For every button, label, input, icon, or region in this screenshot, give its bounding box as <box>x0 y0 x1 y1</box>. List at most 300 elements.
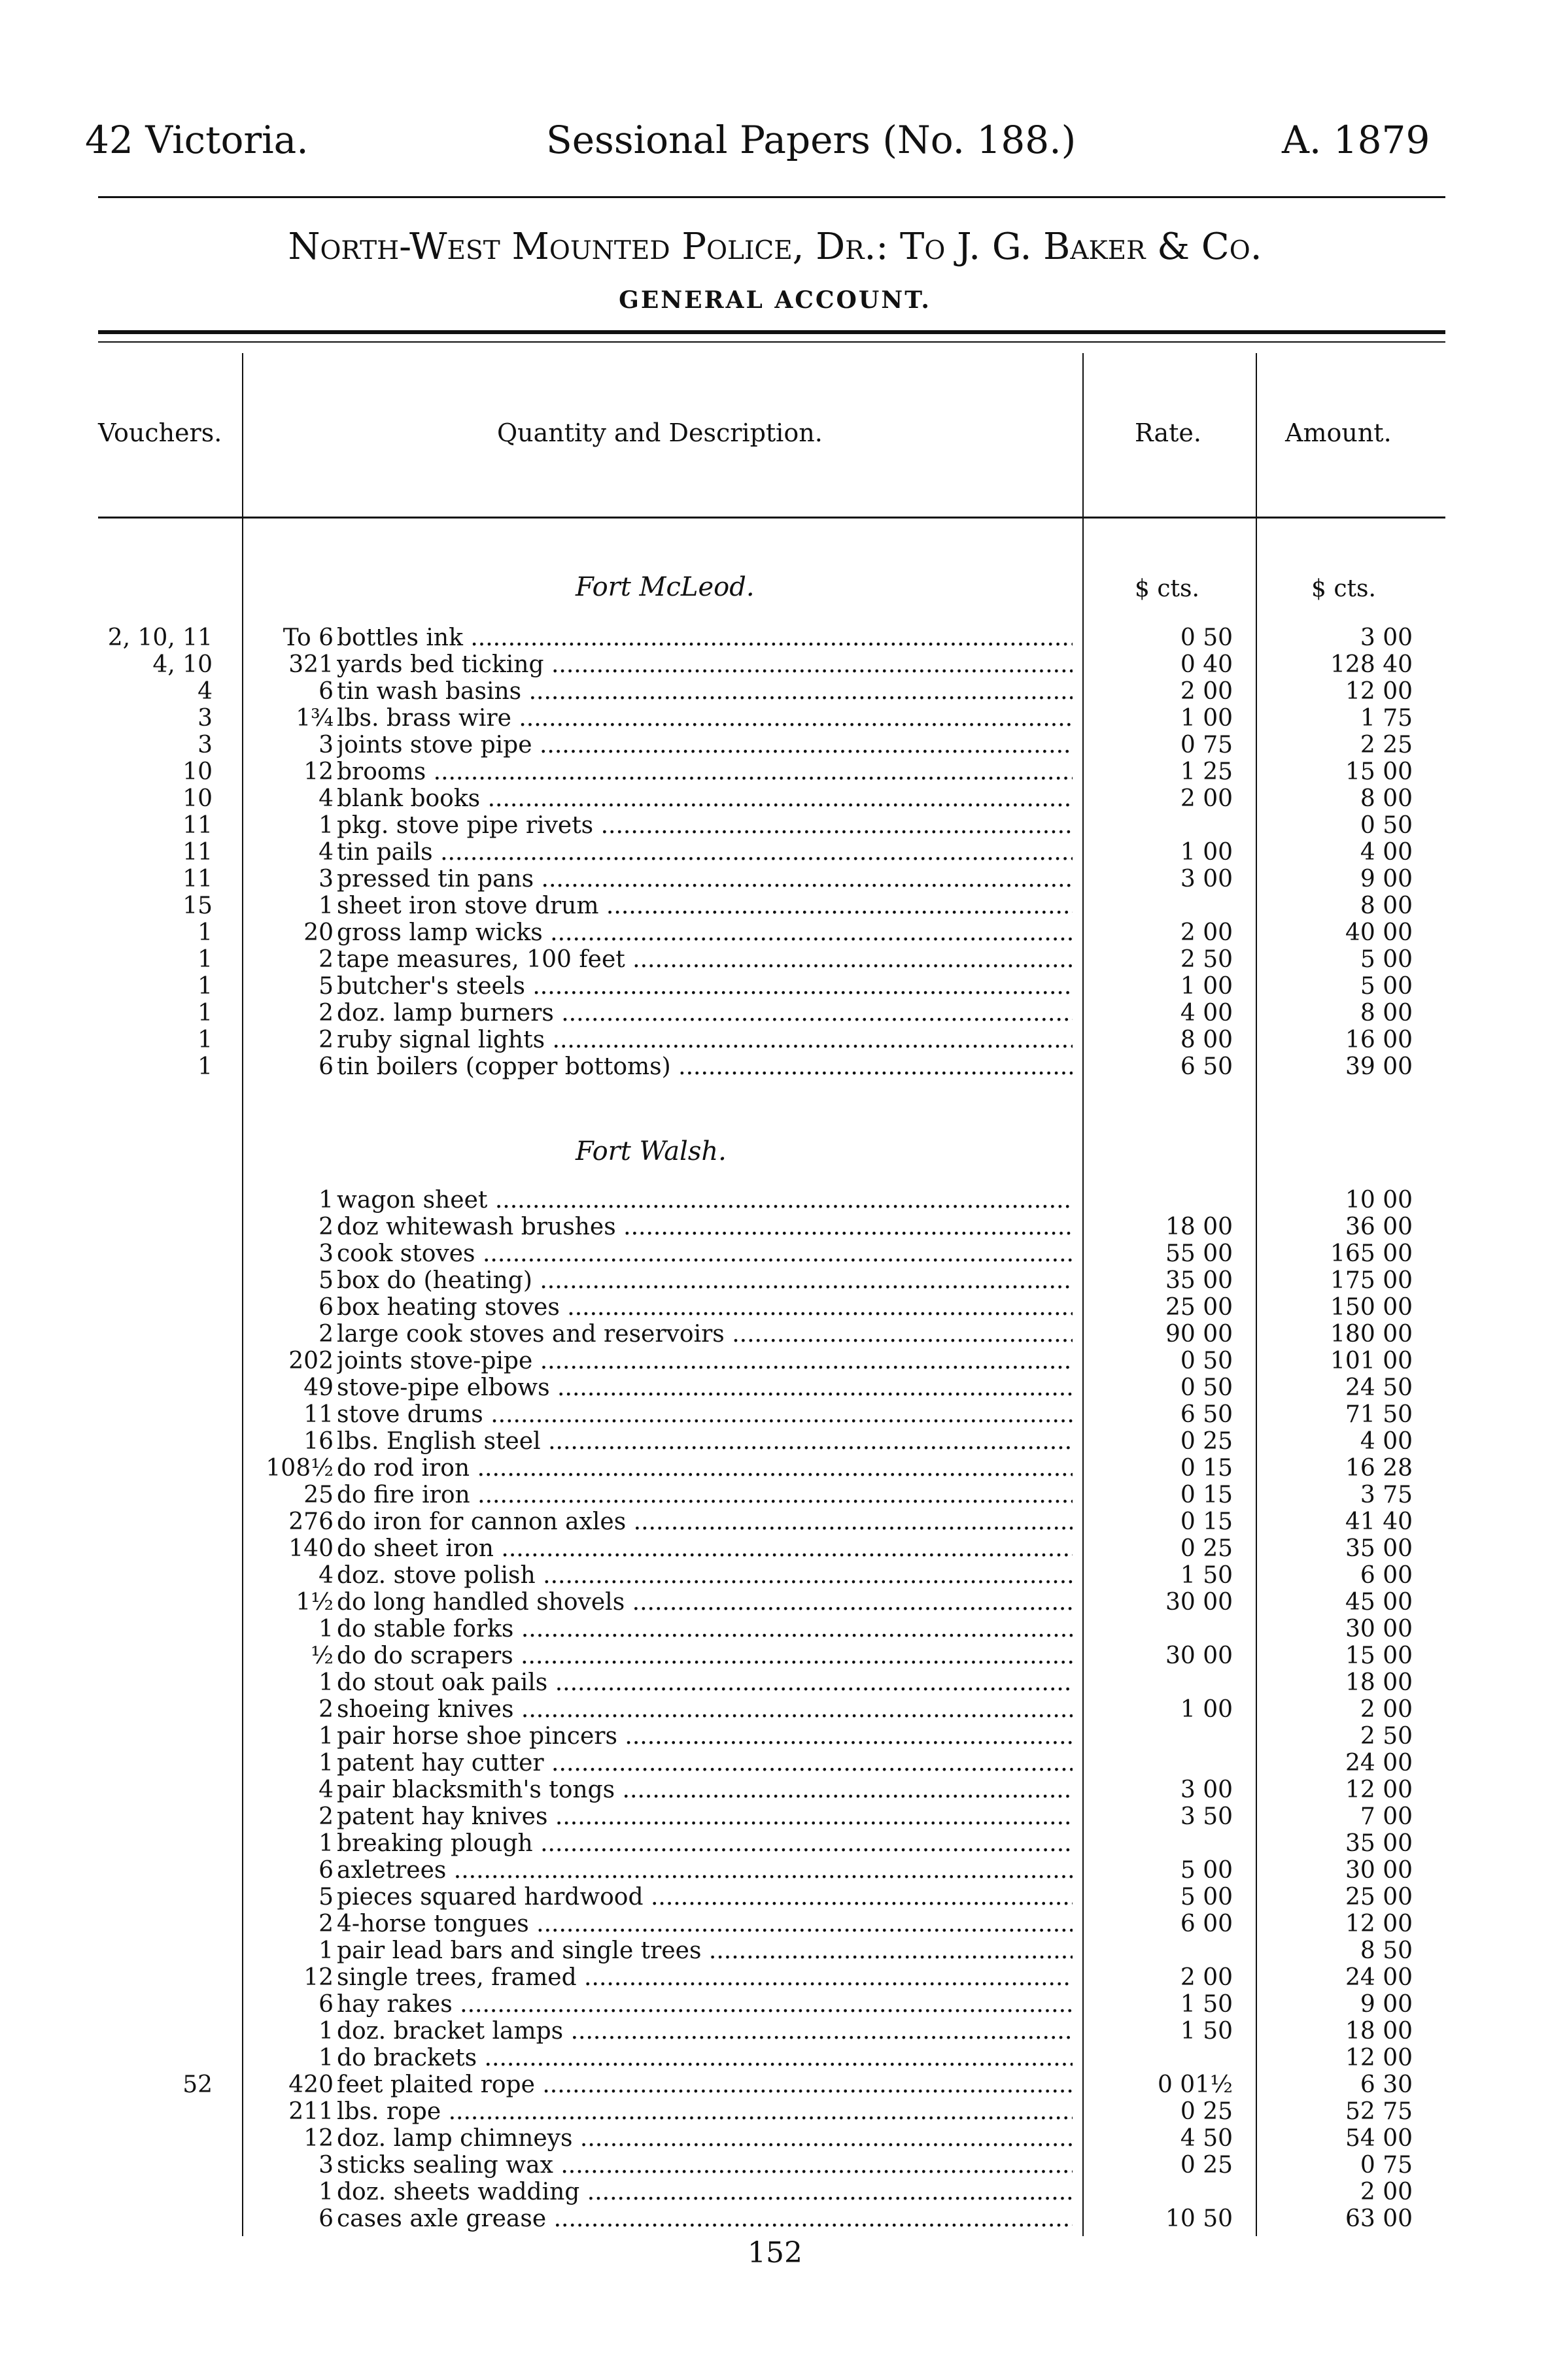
quantity-cell: 3 <box>319 732 334 758</box>
description-cell: pressed tin pans ..... <box>337 866 1073 892</box>
rate-cell: 30 00 <box>1165 1642 1233 1669</box>
quantity-cell: 1 <box>319 1750 334 1776</box>
quantity-cell: 25 <box>303 1482 334 1508</box>
rate-cell: 3 00 <box>1180 1776 1233 1803</box>
table-row <box>0 946 1550 973</box>
amount-cell: 15 00 <box>1345 1642 1413 1669</box>
description-cell: wagon sheet ..... <box>337 1187 1073 1214</box>
quantity-cell: 11 <box>303 1401 334 1428</box>
voucher-cell: 52 <box>182 2071 213 2098</box>
description-cell: box heating stoves ..... <box>337 1294 1073 1321</box>
table-row <box>0 1348 1550 1374</box>
amount-cell: 4 00 <box>1360 1428 1413 1455</box>
quantity-cell: 49 <box>303 1374 334 1401</box>
quantity-cell: 1 <box>319 1669 334 1696</box>
rate-cell: 0 15 <box>1180 1508 1233 1535</box>
quantity-cell: 1 <box>319 1937 334 1964</box>
description-cell: ruby signal lights ..... <box>337 1027 1073 1053</box>
amount-cell: 36 00 <box>1345 1214 1413 1240</box>
section-heading: Fort McLeod. <box>576 572 755 602</box>
document-title: North-West Mounted Police, Dr.: To J. G. Baker & Co. <box>288 226 1262 268</box>
description-cell: pkg. stove pipe rivets ..... <box>337 812 1073 839</box>
amount-cell: 24 00 <box>1345 1964 1413 1991</box>
rate-cell: 0 50 <box>1180 1348 1233 1374</box>
rate-cell: 0 15 <box>1180 1482 1233 1508</box>
description-cell: pair lead bars and single trees ..... <box>337 1937 1073 1964</box>
quantity-cell: 6 <box>319 678 334 705</box>
quantity-cell: 1 <box>319 812 334 839</box>
table-row <box>0 624 1550 651</box>
rate-cell: 1 50 <box>1180 1562 1233 1589</box>
quantity-cell: 5 <box>319 1884 334 1911</box>
table-row <box>0 1053 1550 1080</box>
table-row <box>0 1508 1550 1535</box>
description-cell: doz. lamp chimneys ..... <box>337 2125 1073 2152</box>
rate-cell: 55 00 <box>1165 1240 1233 1267</box>
amount-cell: 25 00 <box>1345 1884 1413 1911</box>
amount-cell: 10 00 <box>1345 1187 1413 1214</box>
quantity-cell: 1¾ <box>296 705 334 732</box>
description-cell: tin boilers (copper bottoms) ..... <box>337 1053 1073 1080</box>
voucher-cell: 2, 10, 11 <box>107 624 213 651</box>
table-row <box>0 812 1550 839</box>
table-row <box>0 1401 1550 1428</box>
description-cell: shoeing knives ..... <box>337 1696 1073 1723</box>
description-cell: brooms ..... <box>337 758 1073 785</box>
table-row <box>0 2125 1550 2152</box>
table-row <box>0 1642 1550 1669</box>
description-cell: bottles ink ..... <box>337 624 1073 651</box>
description-cell: single trees, framed ..... <box>337 1964 1073 1991</box>
table-row <box>0 2152 1550 2179</box>
amount-cell: 16 00 <box>1345 1027 1413 1053</box>
table-row <box>0 1214 1550 1240</box>
description-cell: stove-pipe elbows ..... <box>337 1374 1073 1401</box>
amount-cell: 3 00 <box>1360 624 1413 651</box>
table-row <box>0 1991 1550 2018</box>
quantity-cell: 1 <box>319 2179 334 2205</box>
amount-cell: 6 00 <box>1360 1562 1413 1589</box>
voucher-cell: 11 <box>182 812 213 839</box>
rate-cell: 1 00 <box>1180 839 1233 866</box>
amount-cell: 0 75 <box>1360 2152 1413 2179</box>
description-cell: do brackets ..... <box>337 2045 1073 2071</box>
rate-cell: 6 00 <box>1180 1911 1233 1937</box>
amount-units: $ cts. <box>1311 575 1376 602</box>
document-subtitle: GENERAL ACCOUNT. <box>619 286 931 314</box>
rate-cell: 1 50 <box>1180 1991 1233 2018</box>
amount-cell: 63 00 <box>1345 2205 1413 2232</box>
quantity-cell: 6 <box>319 2205 334 2232</box>
amount-cell: 2 25 <box>1360 732 1413 758</box>
quantity-cell: 1 <box>319 1723 334 1750</box>
quantity-cell: 140 <box>288 1535 334 1562</box>
amount-cell: 7 00 <box>1360 1803 1413 1830</box>
quantity-cell: 202 <box>288 1348 334 1374</box>
table-row <box>0 1589 1550 1616</box>
amount-cell: 150 00 <box>1330 1294 1413 1321</box>
table-row <box>0 2098 1550 2125</box>
table-row <box>0 1884 1550 1911</box>
voucher-cell: 15 <box>182 892 213 919</box>
amount-cell: 2 00 <box>1360 1696 1413 1723</box>
quantity-cell: 6 <box>319 1053 334 1080</box>
voucher-cell: 11 <box>182 839 213 866</box>
description-cell: sheet iron stove drum ..... <box>337 892 1073 919</box>
description-cell: do stable forks ..... <box>337 1616 1073 1642</box>
rate-cell: 90 00 <box>1165 1321 1233 1348</box>
amount-cell: 40 00 <box>1345 919 1413 946</box>
description-cell: blank books ..... <box>337 785 1073 812</box>
rate-units: $ cts. <box>1135 575 1199 602</box>
rate-cell: 0 25 <box>1180 2098 1233 2125</box>
voucher-cell: 11 <box>182 866 213 892</box>
quantity-cell: 1 <box>319 1830 334 1857</box>
amount-cell: 8 00 <box>1360 892 1413 919</box>
description-cell: doz. lamp burners ..... <box>337 1000 1073 1027</box>
rate-cell: 1 25 <box>1180 758 1233 785</box>
table-row <box>0 1535 1550 1562</box>
table-row <box>0 2045 1550 2071</box>
table-row <box>0 1696 1550 1723</box>
description-cell: doz. bracket lamps ..... <box>337 2018 1073 2045</box>
amount-cell: 18 00 <box>1345 1669 1413 1696</box>
header-right: A. 1879 <box>1282 118 1430 162</box>
quantity-cell: 420 <box>288 2071 334 2098</box>
amount-cell: 30 00 <box>1345 1857 1413 1884</box>
description-cell: do iron for cannon axles ..... <box>337 1508 1073 1535</box>
quantity-cell: 2 <box>319 1000 334 1027</box>
amount-cell: 101 00 <box>1330 1348 1413 1374</box>
quantity-cell: 2 <box>319 1214 334 1240</box>
table-row <box>0 2018 1550 2045</box>
table-row <box>0 1562 1550 1589</box>
description-cell: pair blacksmith's tongs ..... <box>337 1776 1073 1803</box>
table-row <box>0 678 1550 705</box>
rate-cell: 3 50 <box>1180 1803 1233 1830</box>
quantity-cell: 2 <box>319 1027 334 1053</box>
voucher-cell: 1 <box>198 1053 213 1080</box>
amount-cell: 15 00 <box>1345 758 1413 785</box>
amount-cell: 9 00 <box>1360 866 1413 892</box>
page-number: 152 <box>748 2236 802 2270</box>
rate-cell: 1 50 <box>1180 2018 1233 2045</box>
table-row <box>0 1937 1550 1964</box>
quantity-cell: 211 <box>288 2098 334 2125</box>
table-row <box>0 1321 1550 1348</box>
table-top-rule <box>98 330 1445 334</box>
quantity-cell: 12 <box>303 2125 334 2152</box>
rate-cell: 0 15 <box>1180 1455 1233 1482</box>
rate-cell: 0 75 <box>1180 732 1233 758</box>
quantity-cell: 1 <box>319 1616 334 1642</box>
quantity-cell: 5 <box>319 973 334 1000</box>
table-header-rule <box>98 517 1445 518</box>
table-row <box>0 1723 1550 1750</box>
amount-cell: 30 00 <box>1345 1616 1413 1642</box>
voucher-cell: 4 <box>198 678 213 705</box>
rate-cell: 2 00 <box>1180 678 1233 705</box>
voucher-cell: 1 <box>198 1027 213 1053</box>
table-row <box>0 1000 1550 1027</box>
quantity-cell: 4 <box>319 785 334 812</box>
amount-cell: 54 00 <box>1345 2125 1413 2152</box>
rate-cell: 10 50 <box>1165 2205 1233 2232</box>
rate-cell: 0 25 <box>1180 1428 1233 1455</box>
rate-cell: 1 00 <box>1180 705 1233 732</box>
table-row <box>0 1857 1550 1884</box>
amount-cell: 175 00 <box>1330 1267 1413 1294</box>
rate-cell: 18 00 <box>1165 1214 1233 1240</box>
rate-cell: 6 50 <box>1180 1401 1233 1428</box>
description-cell: patent hay cutter ..... <box>337 1750 1073 1776</box>
table-row <box>0 1294 1550 1321</box>
rate-cell: 1 00 <box>1180 973 1233 1000</box>
amount-cell: 24 00 <box>1345 1750 1413 1776</box>
description-cell: joints stove pipe ..... <box>337 732 1073 758</box>
table-row <box>0 1428 1550 1455</box>
description-cell: large cook stoves and reservoirs ..... <box>337 1321 1073 1348</box>
table-row <box>0 2179 1550 2205</box>
table-row <box>0 1830 1550 1857</box>
rate-cell: 0 50 <box>1180 1374 1233 1401</box>
quantity-cell: ½ <box>311 1642 334 1669</box>
table-row <box>0 866 1550 892</box>
table-row <box>0 1803 1550 1830</box>
description-cell: stove drums ..... <box>337 1401 1073 1428</box>
header-rule <box>98 196 1445 198</box>
quantity-cell: 6 <box>319 1294 334 1321</box>
table-row <box>0 1911 1550 1937</box>
quantity-cell: 2 <box>319 946 334 973</box>
amount-cell: 180 00 <box>1330 1321 1413 1348</box>
table-row <box>0 651 1550 678</box>
rate-cell: 2 00 <box>1180 1964 1233 1991</box>
voucher-cell: 1 <box>198 973 213 1000</box>
amount-cell: 8 50 <box>1360 1937 1413 1964</box>
quantity-cell: 12 <box>303 1964 334 1991</box>
table-top-rule-thin <box>98 341 1445 343</box>
rate-cell: 0 50 <box>1180 624 1233 651</box>
table-row <box>0 919 1550 946</box>
voucher-cell: 1 <box>198 1000 213 1027</box>
voucher-cell: 3 <box>198 732 213 758</box>
rate-cell: 30 00 <box>1165 1589 1233 1616</box>
voucher-cell: 10 <box>182 785 213 812</box>
rate-cell: 4 50 <box>1180 2125 1233 2152</box>
table-row <box>0 1669 1550 1696</box>
rate-cell: 4 00 <box>1180 1000 1233 1027</box>
description-cell: axletrees ..... <box>337 1857 1073 1884</box>
rate-cell: 0 40 <box>1180 651 1233 678</box>
amount-cell: 5 00 <box>1360 973 1413 1000</box>
description-cell: box do (heating) ..... <box>337 1267 1073 1294</box>
description-cell: lbs. brass wire ..... <box>337 705 1073 732</box>
description-cell: do fire iron ..... <box>337 1482 1073 1508</box>
amount-cell: 165 00 <box>1330 1240 1413 1267</box>
amount-cell: 12 00 <box>1345 678 1413 705</box>
table-row <box>0 1482 1550 1508</box>
quantity-cell: 2 <box>319 1911 334 1937</box>
rate-cell: 0 01½ <box>1157 2071 1233 2098</box>
description-cell: breaking plough ..... <box>337 1830 1073 1857</box>
description-cell: do rod iron ..... <box>337 1455 1073 1482</box>
rate-cell: 35 00 <box>1165 1267 1233 1294</box>
description-cell: patent hay knives ..... <box>337 1803 1073 1830</box>
voucher-cell: 4, 10 <box>152 651 213 678</box>
quantity-cell: 5 <box>319 1267 334 1294</box>
quantity-cell: 20 <box>303 919 334 946</box>
amount-cell: 2 00 <box>1360 2179 1413 2205</box>
description-cell: do long handled shovels ..... <box>337 1589 1073 1616</box>
voucher-cell: 1 <box>198 946 213 973</box>
description-cell: tin wash basins ..... <box>337 678 1073 705</box>
section-heading: Fort Walsh. <box>576 1136 727 1166</box>
table-row <box>0 1240 1550 1267</box>
amount-cell: 39 00 <box>1345 1053 1413 1080</box>
header-center: Sessional Papers (No. 188.) <box>546 118 1076 162</box>
table-row <box>0 758 1550 785</box>
description-cell: tape measures, 100 feet ..... <box>337 946 1073 973</box>
amount-cell: 9 00 <box>1360 1991 1413 2018</box>
amount-cell: 3 75 <box>1360 1482 1413 1508</box>
amount-cell: 128 40 <box>1330 651 1413 678</box>
description-cell: joints stove-pipe ..... <box>337 1348 1073 1374</box>
table-row <box>0 1750 1550 1776</box>
amount-cell: 4 00 <box>1360 839 1413 866</box>
amount-cell: 8 00 <box>1360 1000 1413 1027</box>
quantity-cell: 16 <box>303 1428 334 1455</box>
amount-cell: 0 50 <box>1360 812 1413 839</box>
description-cell: lbs. English steel ..... <box>337 1428 1073 1455</box>
rate-cell: 5 00 <box>1180 1884 1233 1911</box>
quantity-cell: 276 <box>288 1508 334 1535</box>
quantity-cell: 1 <box>319 2018 334 2045</box>
quantity-cell: 1 <box>319 2045 334 2071</box>
description-cell: do do scrapers ..... <box>337 1642 1073 1669</box>
amount-cell: 12 00 <box>1345 1911 1413 1937</box>
table-row <box>0 1187 1550 1214</box>
quantity-cell: 6 <box>319 1857 334 1884</box>
table-row <box>0 1267 1550 1294</box>
table-row <box>0 1616 1550 1642</box>
table-row <box>0 2205 1550 2232</box>
voucher-cell: 3 <box>198 705 213 732</box>
table-row <box>0 973 1550 1000</box>
header-left: 42 Victoria. <box>85 118 309 162</box>
quantity-cell: 2 <box>319 1696 334 1723</box>
table-row <box>0 839 1550 866</box>
quantity-cell: 2 <box>319 1803 334 1830</box>
description-cell: pieces squared hardwood ..... <box>337 1884 1073 1911</box>
column-header-amount: Amount. <box>1285 418 1392 447</box>
rate-cell: 25 00 <box>1165 1294 1233 1321</box>
amount-cell: 18 00 <box>1345 2018 1413 2045</box>
description-cell: cases axle grease ..... <box>337 2205 1073 2232</box>
description-cell: butcher's steels ..... <box>337 973 1073 1000</box>
rate-cell: 6 50 <box>1180 1053 1233 1080</box>
description-cell: pair horse shoe pincers ..... <box>337 1723 1073 1750</box>
table-row <box>0 705 1550 732</box>
rate-cell: 3 00 <box>1180 866 1233 892</box>
rate-cell: 5 00 <box>1180 1857 1233 1884</box>
description-cell: lbs. rope ..... <box>337 2098 1073 2125</box>
amount-cell: 24 50 <box>1345 1374 1413 1401</box>
quantity-cell: 6 <box>319 1991 334 2018</box>
quantity-cell: 4 <box>319 839 334 866</box>
rate-cell: 0 25 <box>1180 1535 1233 1562</box>
rate-cell: 8 00 <box>1180 1027 1233 1053</box>
quantity-cell: 1 <box>319 892 334 919</box>
table-row <box>0 1027 1550 1053</box>
table-row <box>0 1776 1550 1803</box>
amount-cell: 35 00 <box>1345 1830 1413 1857</box>
quantity-cell: 3 <box>319 1240 334 1267</box>
amount-cell: 6 30 <box>1360 2071 1413 2098</box>
description-cell: do sheet iron ..... <box>337 1535 1073 1562</box>
table-row <box>0 732 1550 758</box>
description-cell: doz. sheets wadding ..... <box>337 2179 1073 2205</box>
amount-cell: 16 28 <box>1345 1455 1413 1482</box>
rate-cell: 0 25 <box>1180 2152 1233 2179</box>
amount-cell: 45 00 <box>1345 1589 1413 1616</box>
quantity-cell: 321 <box>288 651 334 678</box>
description-cell: cook stoves ..... <box>337 1240 1073 1267</box>
description-cell: hay rakes ..... <box>337 1991 1073 2018</box>
table-row <box>0 1964 1550 1991</box>
table-row <box>0 1374 1550 1401</box>
table-row <box>0 785 1550 812</box>
description-cell: sticks sealing wax ..... <box>337 2152 1073 2179</box>
voucher-cell: 1 <box>198 919 213 946</box>
column-header-rate: Rate. <box>1135 418 1201 447</box>
rate-cell: 1 00 <box>1180 1696 1233 1723</box>
amount-cell: 1 75 <box>1360 705 1413 732</box>
amount-cell: 12 00 <box>1345 1776 1413 1803</box>
rate-cell: 2 00 <box>1180 919 1233 946</box>
description-cell: gross lamp wicks ..... <box>337 919 1073 946</box>
column-header-vouchers: Vouchers. <box>98 418 222 447</box>
amount-cell: 5 00 <box>1360 946 1413 973</box>
quantity-cell: To 6 <box>283 624 334 651</box>
quantity-cell: 4 <box>319 1562 334 1589</box>
table-row <box>0 2071 1550 2098</box>
description-cell: tin pails ..... <box>337 839 1073 866</box>
rate-cell: 2 50 <box>1180 946 1233 973</box>
table-row <box>0 1455 1550 1482</box>
amount-cell: 71 50 <box>1345 1401 1413 1428</box>
quantity-cell: 3 <box>319 2152 334 2179</box>
voucher-cell: 10 <box>182 758 213 785</box>
amount-cell: 52 75 <box>1345 2098 1413 2125</box>
amount-cell: 2 50 <box>1360 1723 1413 1750</box>
description-cell: feet plaited rope ..... <box>337 2071 1073 2098</box>
quantity-cell: 4 <box>319 1776 334 1803</box>
description-cell: doz whitewash brushes ..... <box>337 1214 1073 1240</box>
rate-cell: 2 00 <box>1180 785 1233 812</box>
quantity-cell: 3 <box>319 866 334 892</box>
amount-cell: 41 40 <box>1345 1508 1413 1535</box>
description-cell: 4-horse tongues ..... <box>337 1911 1073 1937</box>
amount-cell: 8 00 <box>1360 785 1413 812</box>
quantity-cell: 2 <box>319 1321 334 1348</box>
quantity-cell: 12 <box>303 758 334 785</box>
quantity-cell: 108½ <box>266 1455 334 1482</box>
column-header-description: Quantity and Description. <box>497 418 823 447</box>
amount-cell: 35 00 <box>1345 1535 1413 1562</box>
quantity-cell: 1 <box>319 1187 334 1214</box>
description-cell: yards bed ticking ..... <box>337 651 1073 678</box>
